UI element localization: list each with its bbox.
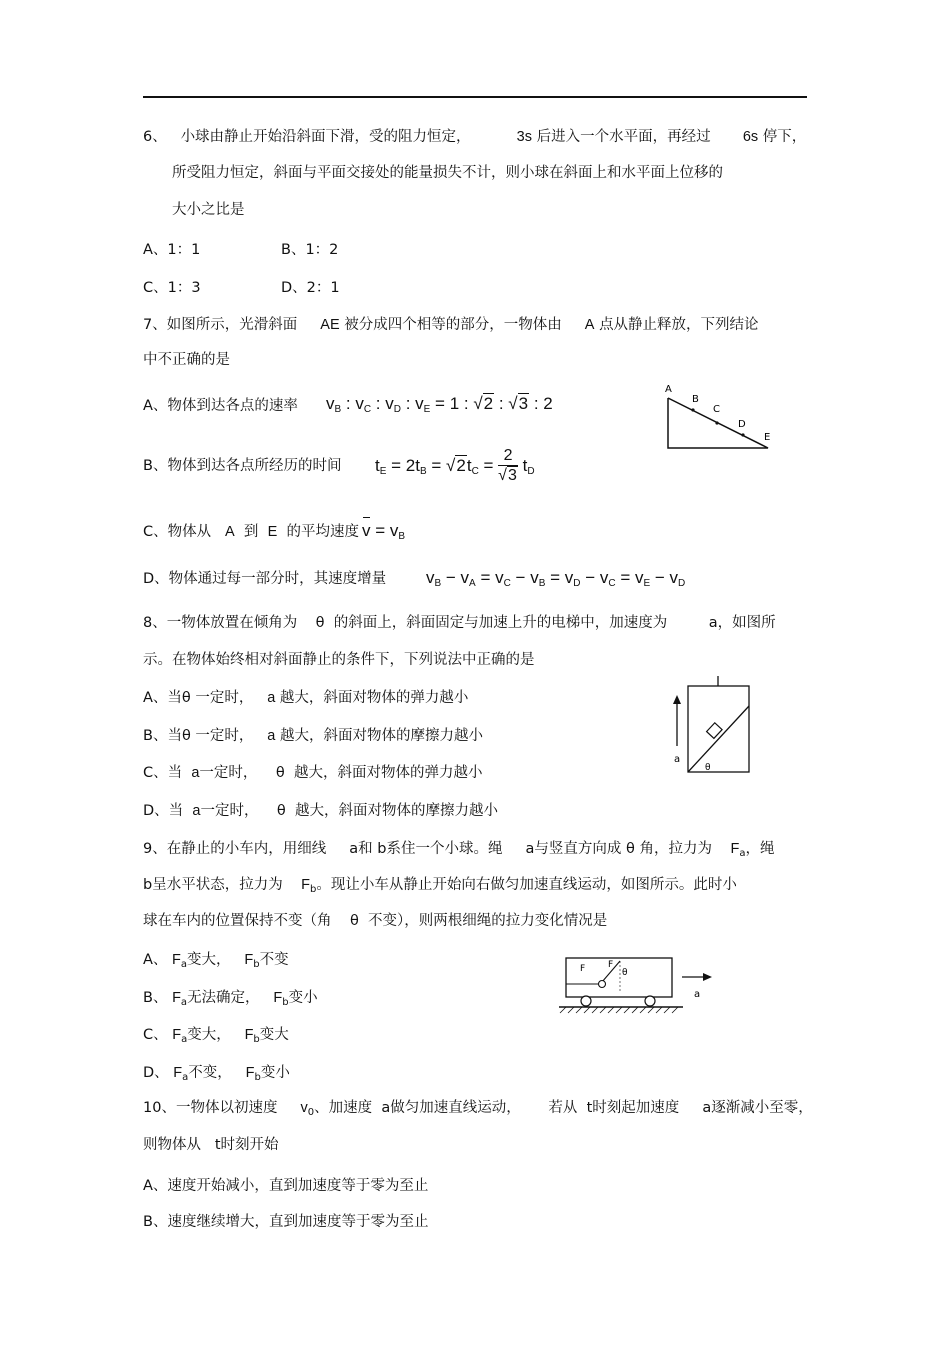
- q8-option-c: C、当 a一定时， θ 越大，斜面对物体的弹力越小: [143, 765, 483, 781]
- q7-line1: 7、如图所示，光滑斜面 AE 被分成四个相等的部分，一物体由 A 点从静止释放，下列结论: [143, 317, 759, 333]
- motion-arrowhead: [703, 973, 712, 981]
- ground-hatching: [560, 1007, 678, 1013]
- cart-wheel-left: [581, 996, 591, 1006]
- elevator-incline: [688, 706, 749, 772]
- label-fb: F: [580, 964, 586, 974]
- label-theta: θ: [705, 763, 711, 773]
- q6-line3: 大小之比是: [172, 202, 245, 218]
- block-on-incline: [707, 723, 722, 739]
- q8-option-a: A、当θ 一定时， a 越大，斜面对物体的弹力越小: [143, 690, 469, 706]
- label-c: C: [713, 404, 720, 415]
- point-d-dot: [741, 433, 744, 436]
- label-b: B: [692, 394, 699, 405]
- q7-option-a: A、物体到达各点的速率: [143, 398, 298, 414]
- q9-line2: b呈水平状态，拉力为 $F_b$。现让小车从静止开始向右做匀加速直线运动，如图所示。此时小: [143, 877, 737, 895]
- q8-option-d: D、当 a一定时， θ 越大，斜面对物体的摩擦力越小: [143, 803, 498, 819]
- ball: [599, 981, 606, 988]
- q8-line2: 示。在物体始终相对斜面静止的条件下，下列说法中正确的是: [143, 652, 535, 668]
- q7-option-c: C、物体从 A 到 E 的平均速度: [143, 524, 359, 540]
- q7-option-b: B、物体到达各点所经历的时间: [143, 458, 342, 474]
- q9-line3: 球在车内的位置保持不变（角 θ 不变），则两根细绳的拉力变化情况是: [143, 913, 608, 929]
- q8-line1: 8、一物体放置在倾角为 θ 的斜面上，斜面固定与加速上升的电梯中，加速度为 a，如图所: [143, 615, 776, 631]
- q6-option-c: C、1：3: [143, 280, 201, 296]
- q7-option-a-formula: $v_B$ : $v_C$ : $v_D$ : $v_E = 1$ : √2 : √3 : 2: [326, 394, 553, 415]
- q10-line2: 则物体从 t时刻开始: [143, 1137, 279, 1153]
- incline-figure: [660, 380, 780, 455]
- q9-option-b: B、 $F_a$无法确定， $F_b$变小: [143, 990, 318, 1008]
- q7-line2: 中不正确的是: [143, 352, 230, 368]
- q7-option-b-formula: $t_E = 2t_B = √2t_C$ = $\frac{2}{√3}$ $t_D$: [375, 447, 535, 485]
- q7-option-d-formula: $v_B - v_A = v_C - v_B = v_D - v_C = v_E - v_D$: [426, 568, 686, 589]
- label-accel: a: [674, 754, 681, 765]
- label-accel: a: [694, 989, 701, 1000]
- q9-line1: 9、在静止的小车内，用细线 a和 b系住一个小球。绳 a与竖直方向成 θ 角，拉力为 $F_a$，绳: [143, 841, 775, 859]
- q10-option-a: A、速度开始减小，直到加速度等于零为至止: [143, 1178, 429, 1194]
- q6-option-d: D、2：1: [281, 280, 340, 296]
- q9-option-a: A、 $F_a$变大， $F_b$不变: [143, 952, 289, 970]
- point-b-dot: [691, 408, 694, 411]
- cart-wheel-right: [645, 996, 655, 1006]
- q6-line2: 所受阻力恒定，斜面与平面交接处的能量损失不计，则小球在斜面上和水平面上位移的: [172, 165, 723, 181]
- q10-line1: 10、一物体以初速度 $v_0$、加速度 a做匀加速直线运动， 若从 t时刻起加速度 a逐渐减小至零，: [143, 1100, 813, 1118]
- q7-option-c-formula: $v = v_B$: [362, 521, 406, 542]
- q6-line1: 6、 小球由静止开始沿斜面下滑，受的阻力恒定， 3s 后进入一个水平面，再经过 6s 停下，: [143, 129, 807, 145]
- acceleration-arrowhead: [673, 695, 681, 704]
- label-a: A: [665, 384, 672, 395]
- label-theta: θ: [622, 968, 628, 978]
- q9-option-c: C、 $F_a$变大， $F_b$变大: [143, 1027, 289, 1045]
- cart-figure: [556, 953, 721, 1017]
- point-c-dot: [715, 421, 718, 424]
- q6-option-b: B、1：2: [281, 242, 339, 258]
- label-d: D: [738, 419, 746, 430]
- label-e: E: [764, 432, 771, 443]
- q6-option-a: A、1：1: [143, 242, 201, 258]
- q8-option-b: B、当θ 一定时， a 越大，斜面对物体的摩擦力越小: [143, 728, 483, 744]
- q7-option-d: D、物体通过每一部分时，其速度增量: [143, 571, 387, 587]
- label-fa: F: [608, 960, 614, 970]
- q10-option-b: B、速度继续增大，直到加速度等于零为至止: [143, 1214, 429, 1230]
- header-rule: [143, 96, 807, 98]
- elevator-figure: [668, 676, 758, 780]
- q9-option-d: D、 $F_a$不变， $F_b$变小: [143, 1065, 290, 1083]
